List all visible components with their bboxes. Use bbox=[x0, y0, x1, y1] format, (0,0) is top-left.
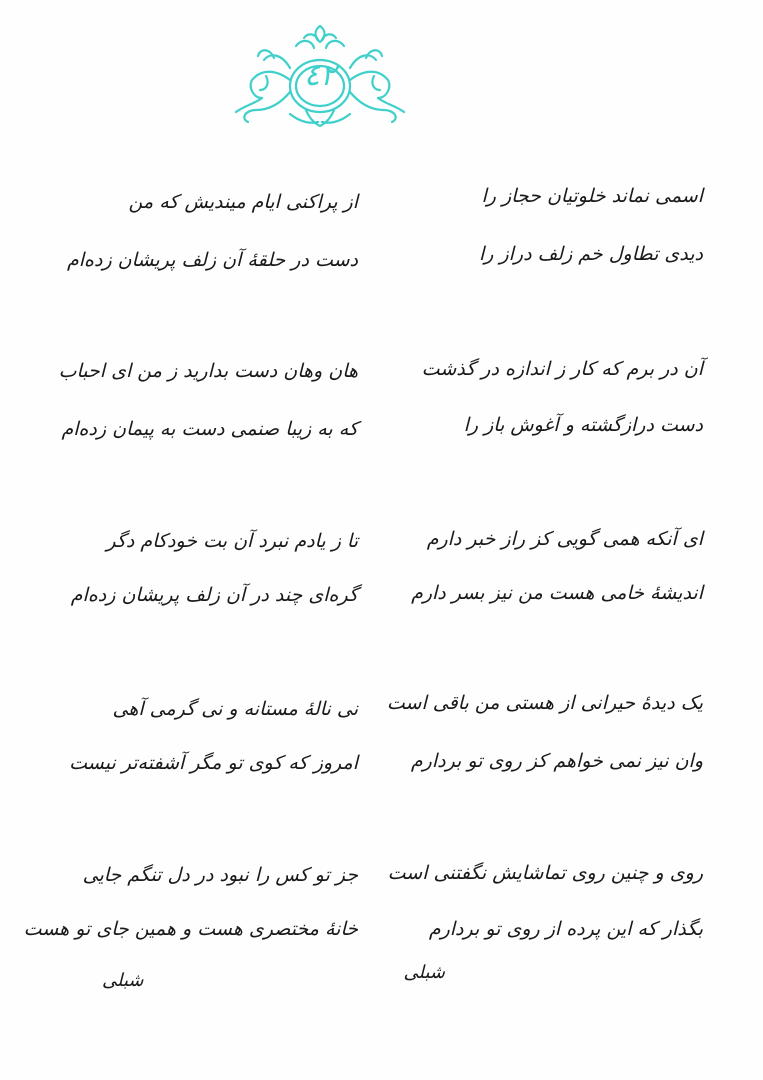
poet-signature: شبلی bbox=[403, 962, 445, 983]
verse-line: گره‌ای چند در آن زلف پریشان زده‌ام bbox=[70, 584, 358, 606]
verse-line: جز تو کس را نبود در دل تنگم جایی bbox=[82, 864, 358, 886]
verse-line: از پراکنی ایام میندیش که من bbox=[128, 191, 358, 213]
verse-line: وان نیز نمی خواهم کز روی تو بردارم bbox=[410, 750, 703, 772]
verse-line: روی و چنین روی تماشایش نگفتنی است bbox=[387, 862, 703, 884]
verse-line: نی نالهٔ مستانه و نی گرمی آهی bbox=[112, 698, 358, 720]
verse-line: بگذار که این پرده از روی تو بردارم bbox=[428, 918, 703, 940]
verse-line: ای آنکه همی گویی کز راز خبر دارم bbox=[426, 528, 703, 550]
poet-signature: شبلی bbox=[102, 970, 144, 991]
verse-line: یک دیدهٔ حیرانی از هستی من باقی است bbox=[386, 692, 703, 714]
verse-line: امروز که کوی تو مگر آشفته‌تر نیست bbox=[69, 752, 358, 774]
verse-line: آن در برم که کار ز اندازه در گذشت bbox=[421, 358, 703, 380]
verse-line: که به زیبا صنمی دست به پیمان زده‌ام bbox=[61, 418, 358, 440]
verse-line: دست درازگشته و آغوش باز را bbox=[463, 414, 703, 436]
verse-line: خانهٔ مختصری هست و همین جای تو هست bbox=[23, 918, 358, 940]
verse-line: تا ز یادم نبرد آن بت خودکام دگر bbox=[106, 530, 358, 552]
verse-line: اندیشهٔ خامی هست من نیز بسر دارم bbox=[411, 582, 703, 604]
verse-line: دست در حلقهٔ آن زلف پریشان زده‌ام bbox=[67, 249, 358, 271]
verse-line: هان وهان دست بدارید ز من ای احباب bbox=[58, 360, 358, 382]
page-number: ٤٢ bbox=[303, 58, 337, 93]
verse-line: اسمی نماند خلوتیان حجاز را bbox=[481, 185, 703, 207]
verse-line: دیدی تطاول خم زلف دراز را bbox=[478, 243, 703, 265]
